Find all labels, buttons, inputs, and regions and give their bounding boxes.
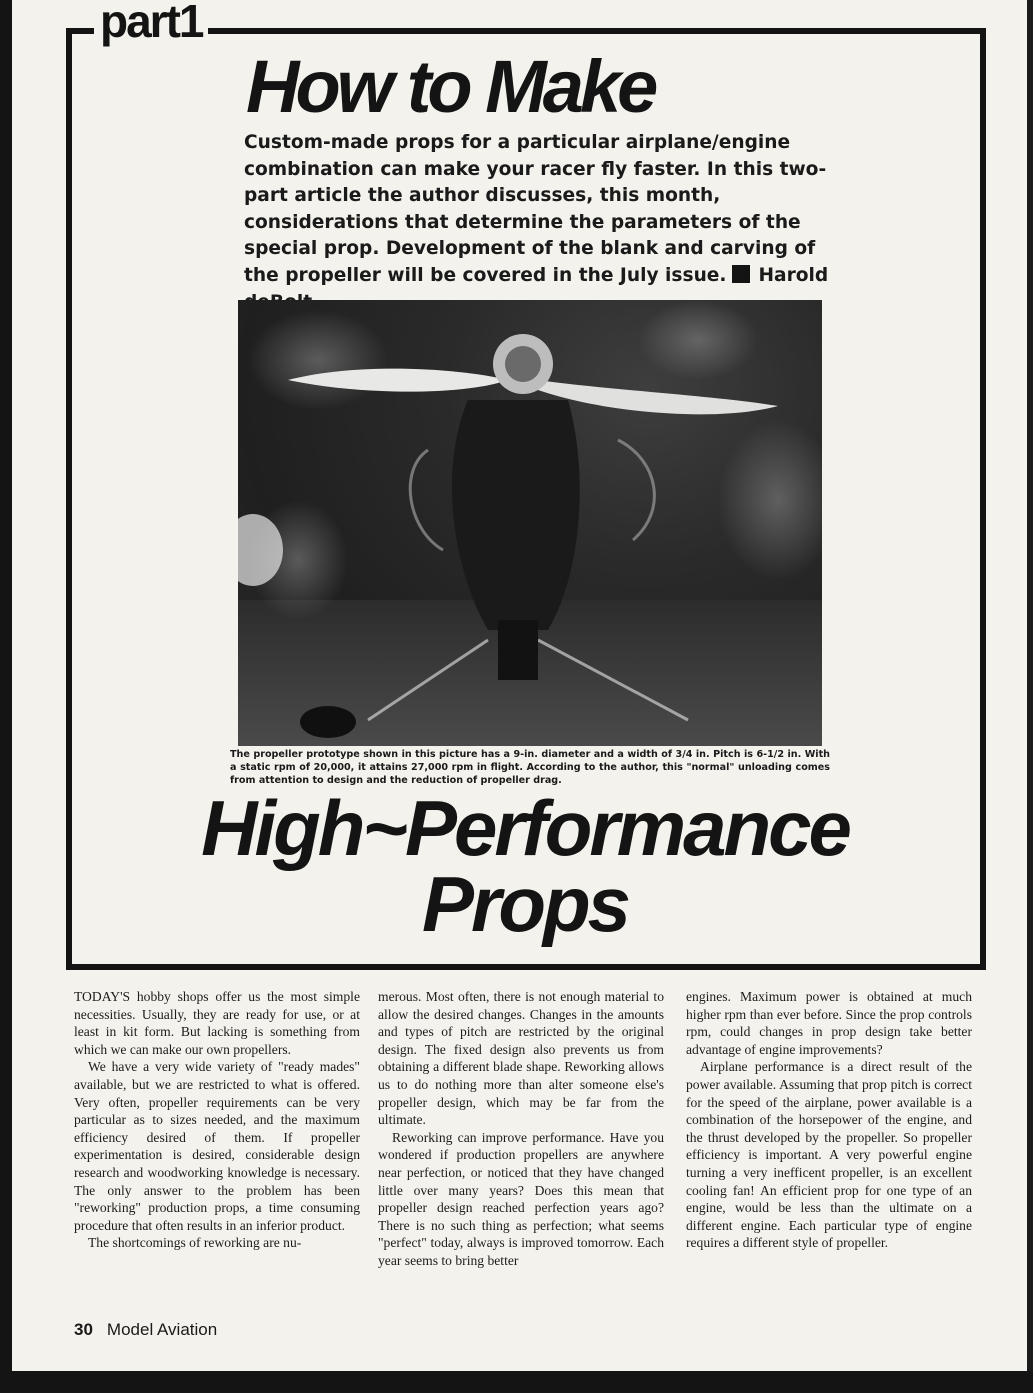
article-deck	[244, 130, 834, 316]
deck-author: Harold	[758, 264, 829, 286]
square-bullet-icon	[732, 265, 750, 283]
body-paragraph: Reworking can improve performance. Have you wondered if production propellers are anywhere near perfection, or noticed that they have changed little over many years? Does this mean that propeller design reached perfection years ago? There is no such thing as perfection; what seems "perfect" today, always is improved tomorrow. Each year seems to bring better	[378, 1129, 664, 1268]
body-paragraph: engines. Maximum power is obtained at much higher rpm than ever before. Since the prop controls rpm, could changes in prop design take better advantage of engine improvements?	[686, 989, 972, 1057]
photo-caption: The propeller prototype shown in this picture has a 9-in. diameter and a width of 3/4 in. Pitch is 6-1/2 in. With a static rpm of 20,000, it attains 27,000 rpm in flight. According to the author, this "normal" unloading comes from attention to design and the reduction of propeller drag.	[230, 749, 830, 786]
article-headline	[80, 784, 970, 948]
body-paragraph: Airplane performance is a direct result of the power available. Assuming that prop pitch is correct for the speed of the airplane, power available is a combination of the horsepower of the engine, and the thrust developed by the propeller. So propeller efficiency is important. A very powerful engine turning a very inefficent propeller, is an excellent cooling fan! An efficient prop for one type of an engine, would be less than the ultimate on a different engine. Each particular type of engine requires a different style of propeller.	[686, 1059, 972, 1251]
scan-border-left	[0, 0, 12, 1393]
magazine-name: Model Aviation	[106, 1320, 218, 1339]
headline-line-2: Props	[421, 860, 629, 948]
scan-border-bottom	[0, 1371, 1033, 1393]
propeller-photo	[238, 300, 822, 746]
page-footer	[74, 1320, 217, 1340]
headline-line-1: High~Performance	[201, 784, 849, 872]
title-how-to-make: How to Make	[246, 45, 655, 128]
propeller-photo-illustration	[238, 300, 822, 746]
kicker-part-label: part1	[94, 0, 208, 46]
body-paragraph: merous. Most often, there is not enough material to allow the desired changes. Changes in the amounts and types of pitch are restricted by the original design. The fixed design also prevents us from obtaining a different blade shape. Reworking allows us to do nothing more than alter someone else's propeller design, which may be far from the ultimate.	[378, 989, 664, 1128]
scan-border-right	[1027, 0, 1033, 1393]
body-column-2	[378, 988, 664, 1270]
deck-text: Custom-made props for a particular airplane/engine combination can make your racer fly faster. In this two-part article the author discusses, this month, considerations that determine the parameters of the special prop. Development of the blank and carving of the propeller will be covered in the July issue.	[244, 132, 827, 286]
body-paragraph: TODAY'S hobby shops offer us the most simple necessities. Usually, they are ready for use, or at least in kit form. But lacking is something from which we can make our own propellers.	[74, 989, 360, 1057]
page-number: 30	[74, 1320, 93, 1339]
body-paragraph: The shortcomings of reworking are nu-	[88, 1235, 302, 1251]
body-column-3	[686, 988, 972, 1252]
body-paragraph: We have a very wide variety of "ready mades" available, but we are restricted to what is offered. Very often, propeller requirements can be very particular as to sizes needed, and the maximum efficiency desired of them. If propeller experimentation is desired, considerable design research and woodworking knowledge is necessary. The only answer to the problem has been "reworking" production props, a time consuming procedure that often results in an inferior product.	[74, 1059, 360, 1233]
body-column-1	[74, 988, 360, 1252]
